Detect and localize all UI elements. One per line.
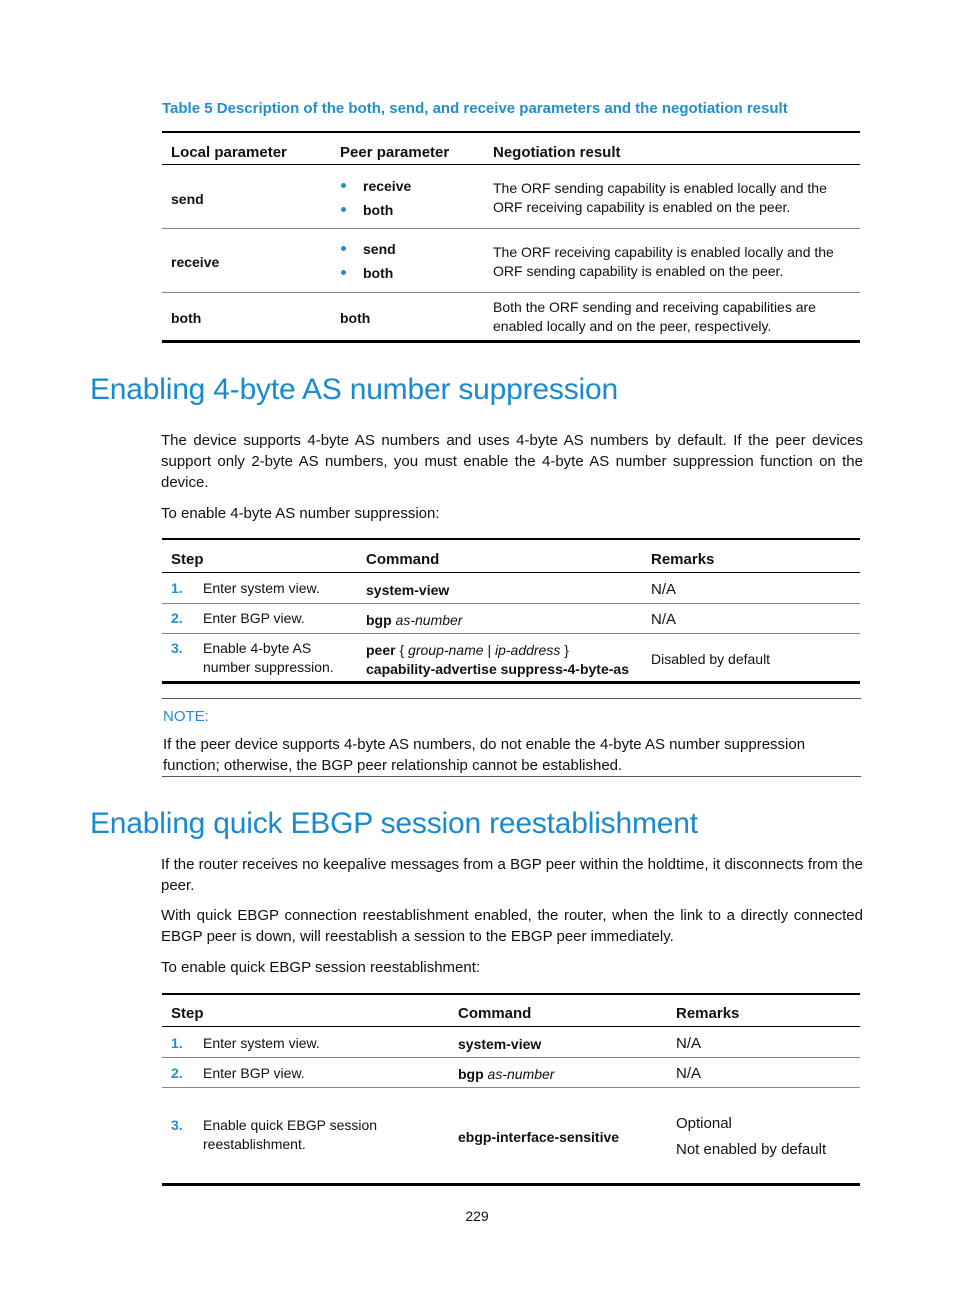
paragraph: With quick EBGP connection reestablishment enabled, the router, when the link to a directly connected EBGP peer is down, will reestablish a session to the EBGP peer immediately. (161, 907, 863, 945)
table-cell-peer: both (363, 265, 394, 281)
step-number: 1. (171, 580, 183, 596)
table-cell-remarks: Disabled by default (651, 651, 771, 667)
table-cell-command (366, 641, 569, 660)
table-cell-peer: both (340, 310, 371, 326)
bullet-icon (341, 183, 346, 188)
row-divider (162, 228, 860, 229)
table-cell-remarks: N/A (676, 1065, 702, 1082)
table-bottom-rule (162, 1183, 860, 1186)
table-cell-result: The ORF receiving capability is enabled locally and the (493, 244, 834, 260)
step-number: 3. (171, 1117, 183, 1133)
table-cell-step: Enter system view. (203, 580, 320, 596)
note-text: If the peer device supports 4-byte AS numbers, do not enable the 4-byte AS number suppression function; otherwise, the BGP peer relationship cannot be established. (163, 736, 806, 774)
table-cell-step: number suppression. (203, 659, 334, 675)
column-header-command: Command (366, 551, 440, 568)
command-argument: ip-address (494, 642, 561, 658)
table-bottom-rule (162, 340, 860, 343)
table-cell-peer: receive (363, 178, 412, 194)
bullet-icon (341, 270, 346, 275)
table-top-rule (162, 131, 860, 133)
paragraph: If the router receives no keepalive messages from a BGP peer within the holdtime, it disconnects from the peer. (161, 856, 863, 894)
column-header-peer: Peer parameter (340, 144, 450, 161)
command-brace: } (564, 642, 569, 658)
command-argument: as-number (487, 1066, 555, 1082)
table-cell-command: capability-advertise suppress-4-byte-as (366, 661, 629, 677)
table-cell-remarks: N/A (651, 611, 677, 628)
table-cell-command (366, 611, 462, 630)
section-heading: Enabling quick EBGP session reestablishment (90, 807, 698, 840)
command-argument: group-name (408, 642, 484, 658)
row-divider (162, 633, 860, 634)
table-caption: Table 5 Description of the both, send, and receive parameters and the negotiation result (162, 100, 788, 117)
table-cell-step: Enable quick EBGP session (203, 1117, 378, 1133)
column-header-step: Step (171, 1005, 204, 1022)
step-number: 1. (171, 1035, 183, 1051)
command-argument: as-number (395, 612, 463, 628)
table-bottom-rule (162, 681, 860, 684)
table-cell-step: Enable 4-byte AS (203, 640, 312, 656)
table-cell-command: ebgp-interface-sensitive (458, 1129, 620, 1145)
command-keyword: bgp (458, 1066, 484, 1082)
note-top-rule (162, 698, 861, 699)
table-cell-command: system-view (458, 1036, 542, 1052)
table-cell-command (458, 1065, 554, 1084)
header-rule (162, 572, 860, 573)
column-header-result: Negotiation result (493, 144, 621, 161)
page-number: 229 (465, 1208, 489, 1224)
table-top-rule (162, 993, 860, 995)
table-cell-peer: both (363, 202, 394, 218)
step-number: 2. (171, 1065, 183, 1081)
table-cell-step: reestablishment. (203, 1136, 306, 1152)
section-heading: Enabling 4-byte AS number suppression (90, 373, 618, 406)
table-cell-peer: send (363, 241, 396, 257)
table-cell-local: send (171, 191, 204, 207)
row-divider (162, 1057, 860, 1058)
column-header-step: Step (171, 551, 204, 568)
note-label: NOTE: (163, 708, 209, 725)
table-cell-local: both (171, 310, 202, 326)
table-cell-step: Enter BGP view. (203, 610, 305, 626)
command-pipe: | (487, 642, 492, 658)
table-cell-remarks: Optional (676, 1115, 732, 1132)
column-header-local: Local parameter (171, 144, 287, 161)
header-rule (162, 1026, 860, 1027)
bullet-icon (341, 246, 346, 251)
table-cell-result: ORF receiving capability is enabled on the peer. (493, 199, 791, 215)
column-header-command: Command (458, 1005, 532, 1022)
table-cell-local: receive (171, 254, 220, 270)
table-cell-result: The ORF sending capability is enabled locally and the (493, 180, 827, 196)
command-keyword: peer (366, 642, 396, 658)
table-cell-remarks: Not enabled by default (676, 1141, 827, 1158)
table-top-rule (162, 538, 860, 540)
command-brace: { (399, 642, 405, 658)
row-divider (162, 1087, 860, 1088)
column-header-remarks: Remarks (651, 551, 715, 568)
step-number: 3. (171, 640, 183, 656)
header-rule (162, 164, 860, 165)
table-cell-remarks: N/A (676, 1035, 702, 1052)
row-divider (162, 603, 860, 604)
table-cell-result: ORF sending capability is enabled on the peer. (493, 263, 784, 279)
table-cell-result: Both the ORF sending and receiving capabilities are (493, 299, 816, 315)
row-divider (162, 292, 860, 293)
table-cell-result: enabled locally and on the peer, respectively. (493, 318, 772, 334)
note-bottom-rule (162, 776, 861, 777)
bullet-icon (341, 207, 346, 212)
command-keyword: bgp (366, 612, 392, 628)
paragraph: The device supports 4-byte AS numbers and uses 4-byte AS numbers by default. If the peer devices support only 2-byte AS numbers, you must enable the 4-byte AS number suppression function on the device. (161, 432, 863, 491)
column-header-remarks: Remarks (676, 1005, 740, 1022)
paragraph: To enable quick EBGP session reestablishment: (161, 959, 481, 976)
table-cell-step: Enter system view. (203, 1035, 320, 1051)
table-cell-step: Enter BGP view. (203, 1065, 305, 1081)
step-number: 2. (171, 610, 183, 626)
table-cell-command: system-view (366, 582, 450, 598)
table-cell-remarks: N/A (651, 581, 677, 598)
paragraph: To enable 4-byte AS number suppression: (161, 505, 440, 522)
